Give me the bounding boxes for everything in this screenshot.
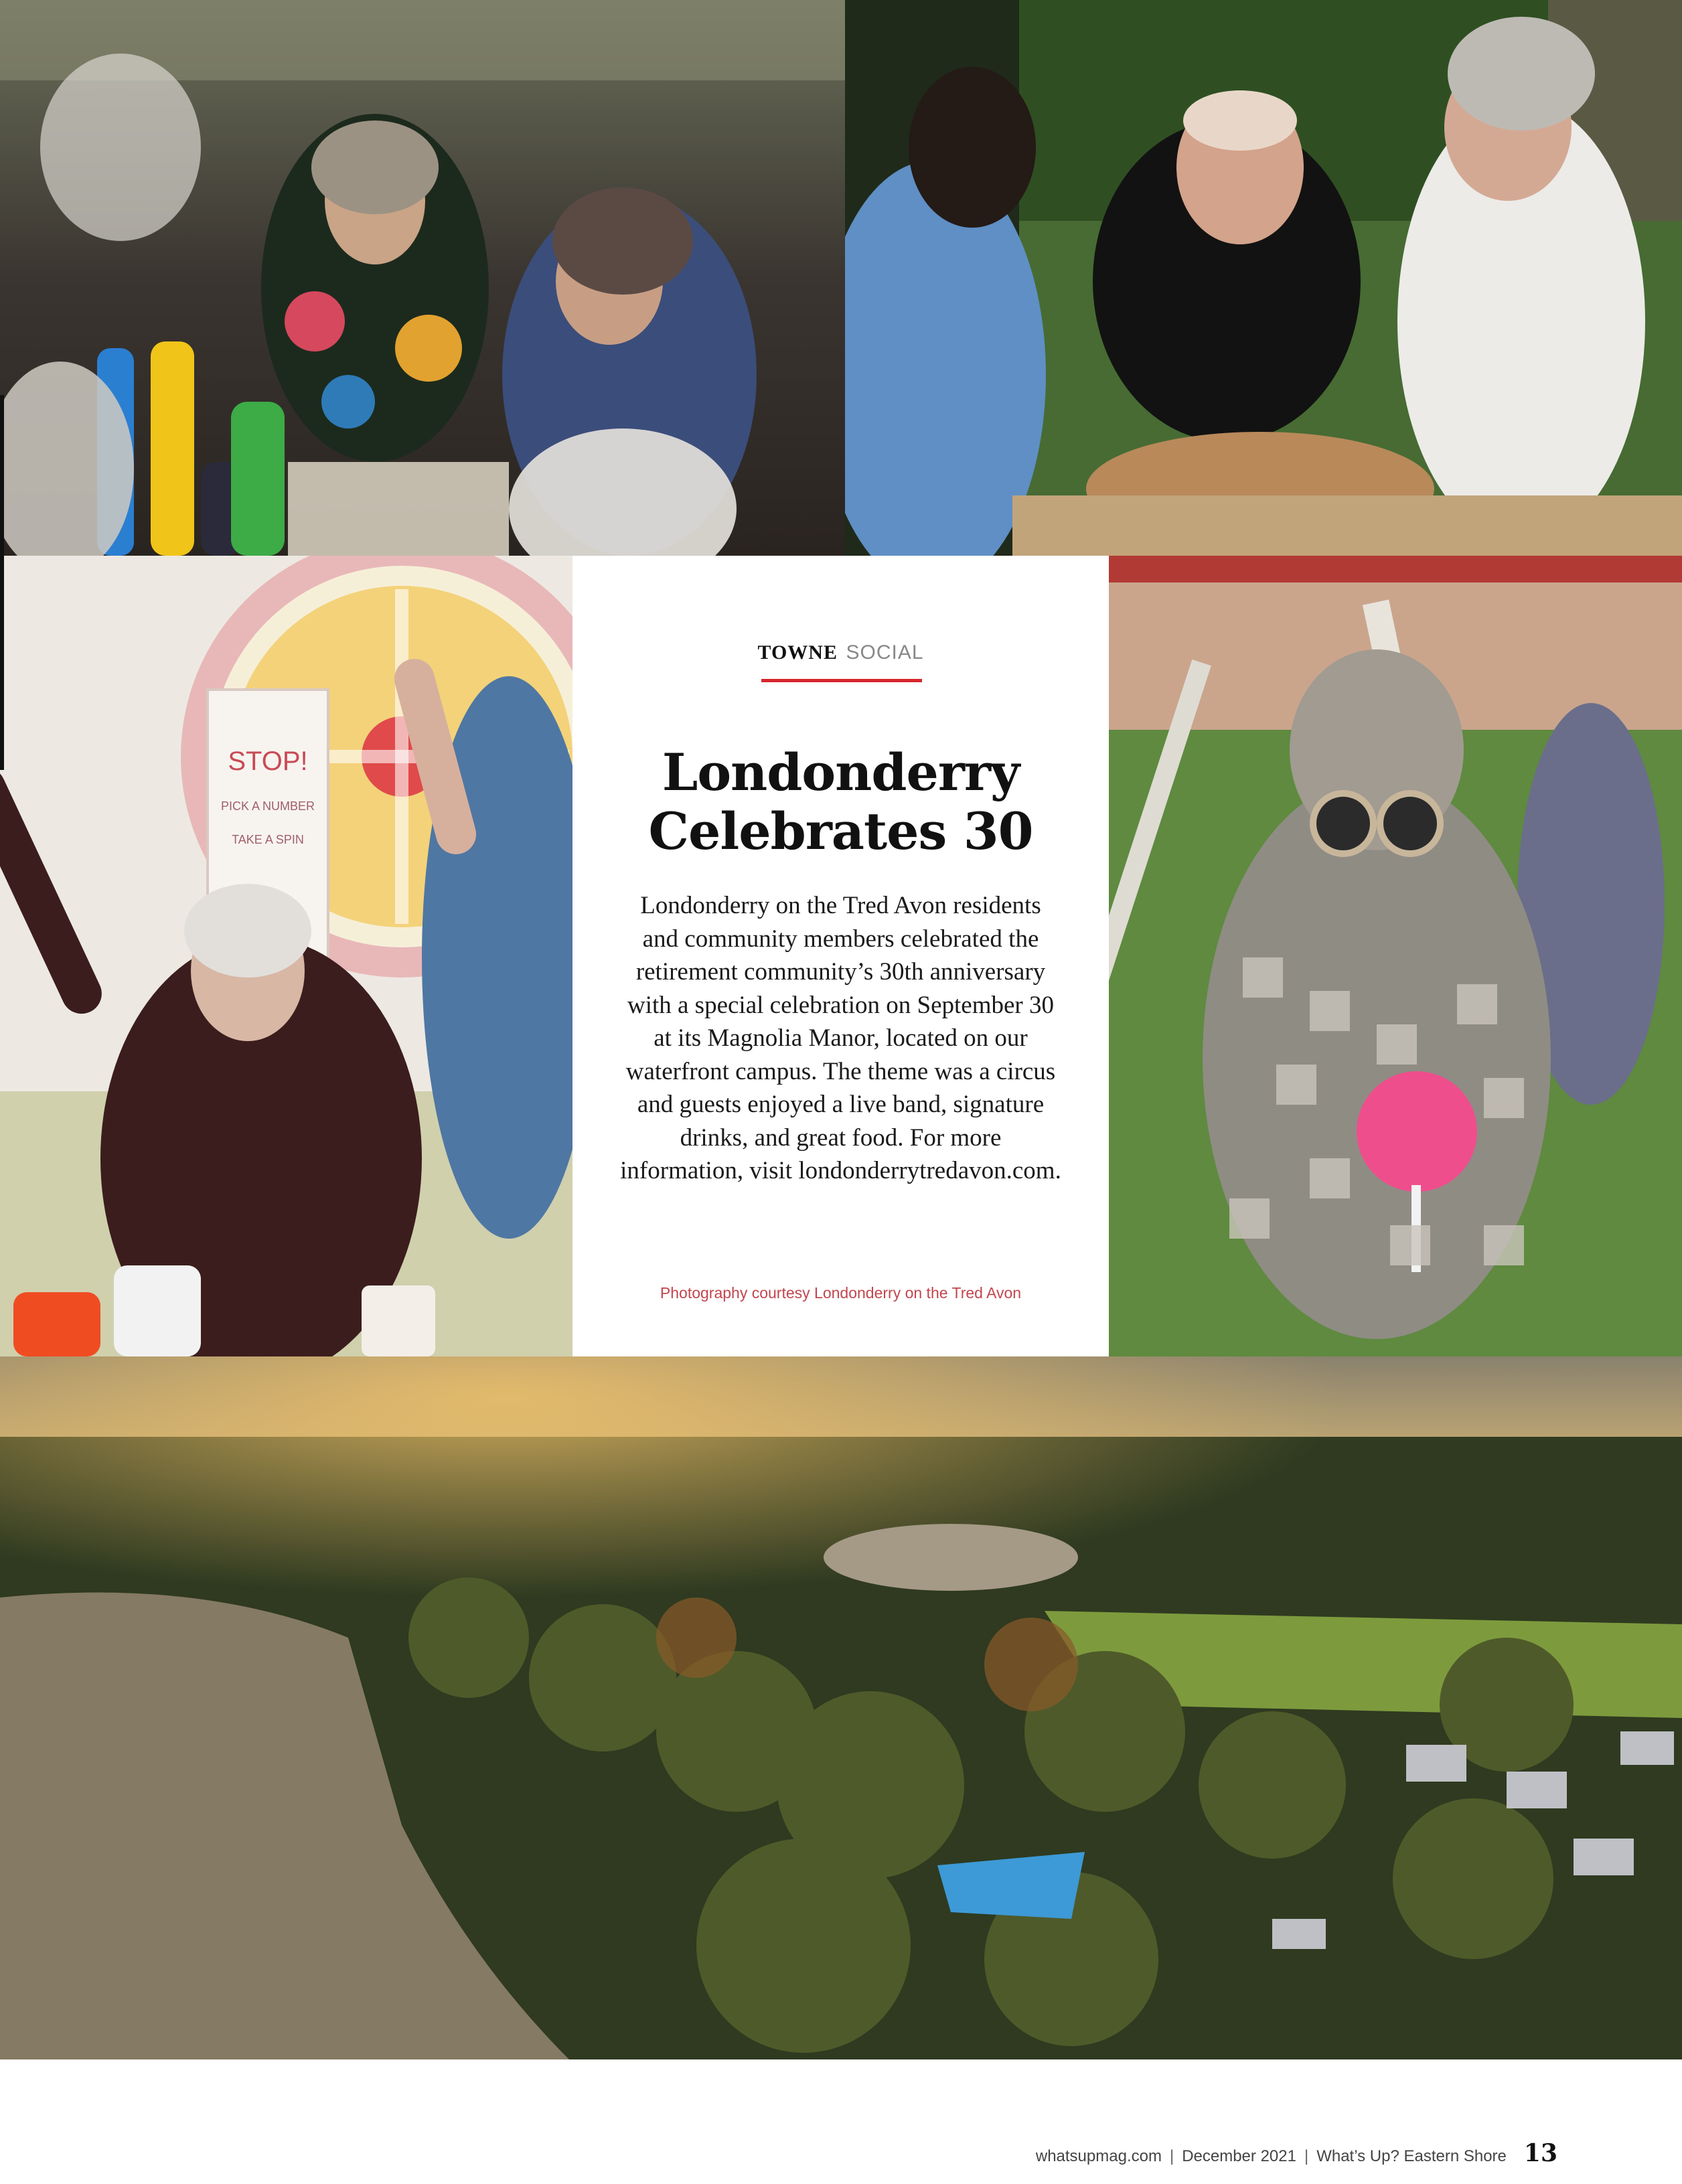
page-footer bbox=[1036, 2139, 1557, 2167]
section-label bbox=[572, 641, 1109, 664]
footer-separator: | bbox=[1304, 2147, 1309, 2165]
footer-issue: December 2021 bbox=[1182, 2147, 1296, 2165]
photo-party-guests bbox=[0, 0, 845, 556]
footer-publication: What’s Up? Eastern Shore bbox=[1316, 2147, 1507, 2165]
wheel-sign-spin: TAKE A SPIN bbox=[232, 833, 304, 846]
photo-aerial-campus bbox=[0, 1356, 1682, 2059]
article-headline bbox=[599, 743, 1082, 861]
page-number: 13 bbox=[1523, 2139, 1557, 2167]
article-body: Londonderry on the Tred Avon residents and community members celebrated the retirement community’s 30th anniversary with a special celebration on September 30 at its Magnolia Manor, located on our waterfront campus. The theme was a circus and guests enjoyed a live band, signature drinks, and great food. For more information, visit londonderrytredavon.com. bbox=[620, 892, 1061, 1184]
section-label-secondary: SOCIAL bbox=[846, 641, 924, 664]
footer-separator: | bbox=[1169, 2147, 1174, 2165]
photo-guests-signing bbox=[845, 0, 1682, 556]
footer-site: whatsupmag.com bbox=[1035, 2147, 1162, 2165]
section-label-primary: TOWNE bbox=[757, 641, 838, 664]
photo-mirror-performer bbox=[1109, 556, 1682, 1356]
photo-credit: Photography courtesy Londonderry on the Tred Avon bbox=[660, 1284, 1022, 1302]
article-panel bbox=[572, 556, 1109, 1356]
section-rule bbox=[761, 679, 922, 682]
photo-prize-wheel bbox=[0, 556, 572, 1356]
headline-line-1: Londonderry bbox=[662, 743, 1020, 802]
page-edge-mark bbox=[0, 395, 4, 770]
wheel-sign-stop: STOP! bbox=[228, 747, 308, 776]
wheel-sign-pick: PICK A NUMBER bbox=[220, 799, 315, 813]
headline-line-2: Celebrates 30 bbox=[648, 801, 1033, 861]
